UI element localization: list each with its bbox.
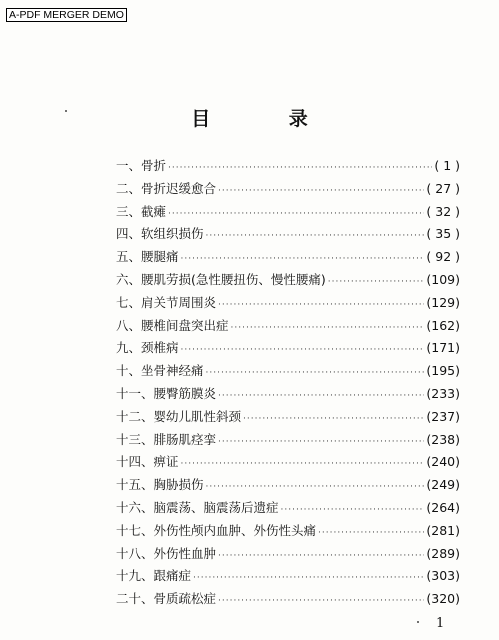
toc-entry-label: 十三、腓肠肌痉挛	[116, 431, 217, 447]
toc-entry-page: ( 1 )	[434, 158, 460, 173]
toc-entry-page: (249)	[426, 477, 460, 493]
toc-entry	[116, 498, 460, 521]
toc-entry-label: 七、肩关节周围炎	[116, 294, 217, 310]
toc-entry-page: (240)	[426, 454, 460, 470]
toc-entry-label: 四、软组织损伤	[116, 226, 204, 242]
toc-entry	[116, 589, 460, 612]
toc-entry-page: (129)	[426, 294, 460, 310]
toc-entry-page: (162)	[426, 317, 460, 333]
dot-leader	[243, 414, 424, 424]
toc-entry-label: 十八、外伤性血肿	[116, 545, 217, 561]
toc-entry-page: ( 35 )	[426, 226, 460, 242]
dot-leader	[218, 437, 424, 447]
toc-entry	[116, 452, 460, 475]
toc-entry-label: 十五、胸胁损伤	[116, 477, 204, 493]
dot-leader	[318, 528, 424, 538]
dot-leader	[181, 254, 425, 264]
toc-entry-label: 十九、跟痛症	[116, 568, 192, 584]
toc-entry-page: ( 92 )	[426, 249, 460, 265]
toc-entry	[116, 338, 460, 361]
dot-leader	[206, 368, 425, 378]
toc-entry-label: 八、腰椎间盘突出症	[116, 317, 229, 333]
toc-entry-label: 十二、婴幼儿肌性斜颈	[116, 408, 242, 424]
page-number: 1	[436, 616, 445, 631]
toc-entry-label: 十四、痹证	[116, 454, 179, 470]
toc-entry-label: 一、骨折	[116, 158, 167, 173]
toc-entry-page: (264)	[426, 499, 460, 515]
toc-entry-page: (320)	[426, 591, 460, 607]
dot-leader	[193, 573, 424, 583]
toc-entry	[116, 521, 460, 544]
toc-entry-page: (303)	[426, 568, 460, 584]
toc-entry	[116, 202, 460, 225]
watermark-label: A-PDF MERGER DEMO	[6, 8, 127, 22]
dot-leader	[218, 551, 424, 561]
dot-leader	[328, 277, 425, 287]
toc-entry-page: ( 27 )	[426, 180, 460, 196]
toc-entry-page: ( 32 )	[426, 203, 460, 219]
dot-leader	[181, 459, 425, 469]
dot-leader	[206, 231, 425, 241]
dot-leader	[218, 596, 424, 606]
toc-entry	[116, 384, 460, 407]
toc-entry	[116, 156, 460, 179]
toc-entry-label: 六、腰肌劳损(急性腰扭伤、慢性腰痛)	[116, 271, 326, 287]
dot-leader	[218, 186, 424, 196]
scan-speck	[65, 110, 67, 112]
toc-entry	[116, 247, 460, 270]
toc-entry-label: 二、骨折迟缓愈合	[116, 180, 217, 196]
dot-leader	[206, 482, 425, 492]
toc-entry-page: (171)	[426, 340, 460, 356]
toc-entry-page: (281)	[426, 522, 460, 538]
toc-entry-page: (195)	[426, 363, 460, 379]
table-of-contents	[116, 156, 460, 612]
toc-entry	[116, 407, 460, 430]
dot-leader	[168, 163, 432, 173]
dot-leader	[231, 323, 425, 333]
dot-leader	[168, 209, 424, 219]
toc-entry	[116, 293, 460, 316]
toc-entry	[116, 361, 460, 384]
toc-entry-label: 十、坐骨神经痛	[116, 363, 204, 379]
toc-entry-label: 九、颈椎病	[116, 340, 179, 356]
toc-entry-label: 十六、脑震荡、脑震荡后遗症	[116, 499, 279, 515]
toc-entry-label: 五、腰腿痛	[116, 249, 179, 265]
toc-entry-label: 十一、腰臀筋膜炎	[116, 385, 217, 401]
toc-entry	[116, 224, 460, 247]
toc-entry	[116, 475, 460, 498]
toc-entry	[116, 566, 460, 589]
dot-leader	[218, 300, 424, 310]
toc-entry-label: 三、截瘫	[116, 203, 167, 219]
toc-entry	[116, 316, 460, 339]
toc-entry	[116, 270, 460, 293]
toc-entry-page: (233)	[426, 385, 460, 401]
toc-entry-page: (289)	[426, 545, 460, 561]
toc-entry-label: 十七、外伤性颅内血肿、外伤性头痛	[116, 522, 317, 538]
toc-entry	[116, 430, 460, 453]
dot-leader	[181, 345, 425, 355]
toc-entry	[116, 179, 460, 202]
page-title: 目 录	[191, 108, 344, 130]
toc-entry	[116, 544, 460, 567]
toc-entry-page: (237)	[426, 408, 460, 424]
dot-leader	[281, 505, 425, 515]
toc-entry-page: (238)	[426, 431, 460, 447]
dot-leader	[218, 391, 424, 401]
toc-entry-label: 二十、骨质疏松症	[116, 591, 217, 607]
scan-speck	[417, 621, 419, 623]
toc-entry-page: (109)	[426, 271, 460, 287]
